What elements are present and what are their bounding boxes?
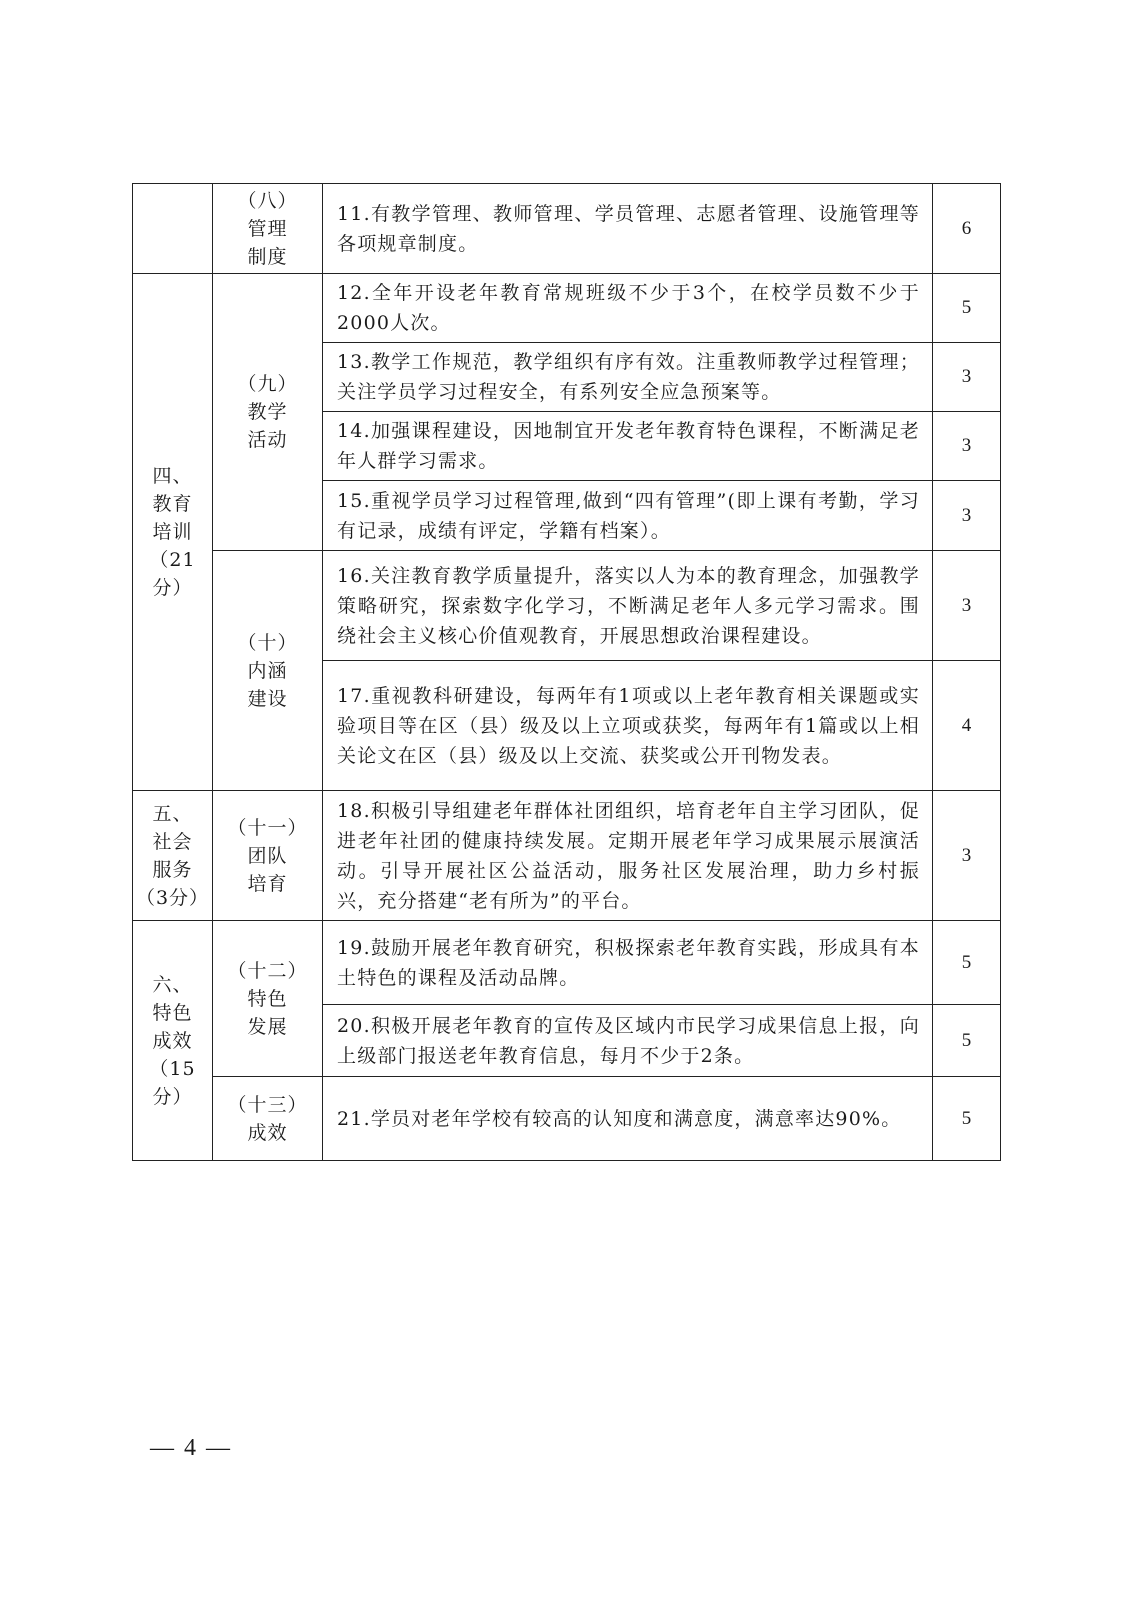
category-cell [133, 921, 213, 1161]
criterion-text: 12.全年开设老年教育常规班级不少于3个，在校学员数不少于2000人次。 [323, 274, 933, 343]
criterion-text: 17.重视教科研建设，每两年有1项或以上老年教育相关课题或实验项目等在区（县）级及以上立项或获奖，每两年有1篇或以上相关论文在区（县）级及以上交流、获奖或公开刊物发表。 [323, 661, 933, 791]
category-line: 培训 [152, 521, 193, 543]
subcategory-line: 活动 [247, 429, 288, 451]
score-cell: 5 [933, 921, 1001, 1005]
subcategory-line: （十） [237, 631, 298, 654]
category-line: （3分） [135, 886, 210, 909]
subcategory-line: （十三） [227, 1093, 308, 1116]
table-row [133, 1077, 1001, 1161]
category-line: 社会 [152, 830, 193, 853]
subcategory-line: 管理 [247, 217, 288, 240]
subcategory-line: 制度 [247, 245, 288, 268]
category-line: 成效 [152, 1029, 193, 1052]
criterion-text: 13.教学工作规范，教学组织有序有效。注重教师教学过程管理；关注学员学习过程安全，有系列安全应急预案等。 [323, 343, 933, 412]
table-row [133, 551, 1001, 661]
category-line: 服务 [152, 858, 193, 881]
table-row [133, 921, 1001, 1005]
score-cell: 5 [933, 1005, 1001, 1077]
subcategory-cell [213, 791, 323, 921]
criterion-text: 11.有教学管理、教师管理、学员管理、志愿者管理、设施管理等各项规章制度。 [323, 184, 933, 274]
subcategory-line: 内涵 [247, 659, 288, 682]
score-cell: 5 [933, 274, 1001, 343]
criterion-text: 14.加强课程建设，因地制宜开发老年教育特色课程，不断满足老年人群学习需求。 [323, 412, 933, 481]
table-row [133, 791, 1001, 921]
category-line: 教育 [152, 493, 193, 515]
score-cell: 4 [933, 661, 1001, 791]
criterion-text: 19.鼓励开展老年教育研究，积极探索老年教育实践，形成具有本土特色的课程及活动品牌。 [323, 921, 933, 1005]
subcategory-line: 培育 [247, 872, 288, 895]
table-row [133, 274, 1001, 343]
table-body [133, 184, 1001, 1161]
category-cell [133, 791, 213, 921]
subcategory-cell [213, 274, 323, 551]
score-cell: 3 [933, 343, 1001, 412]
page-number: — 4 — [150, 1435, 232, 1461]
subcategory-line: 团队 [247, 844, 288, 867]
criterion-text: 15.重视学员学习过程管理,做到“四有管理”(即上课有考勤，学习有记录，成绩有评定，学籍有档案）。 [323, 481, 933, 551]
table-row [133, 184, 1001, 274]
score-cell: 3 [933, 791, 1001, 921]
category-line: 分） [152, 577, 193, 599]
subcategory-line: （八） [237, 189, 298, 212]
subcategory-line: （九） [237, 373, 298, 395]
score-cell: 3 [933, 481, 1001, 551]
category-line: 特色 [152, 1001, 193, 1024]
subcategory-cell [213, 921, 323, 1077]
evaluation-table [132, 183, 1001, 1161]
subcategory-line: 发展 [247, 1015, 288, 1038]
category-line: 四、 [152, 465, 193, 487]
subcategory-line: （十一） [227, 816, 308, 839]
category-cell [133, 184, 213, 274]
score-cell: 6 [933, 184, 1001, 274]
subcategory-cell [213, 551, 323, 791]
score-cell: 5 [933, 1077, 1001, 1161]
subcategory-line: 特色 [247, 987, 288, 1010]
category-line: （15 [149, 1057, 196, 1080]
subcategory-cell [213, 1077, 323, 1161]
score-cell: 3 [933, 412, 1001, 481]
subcategory-line: （十二） [227, 959, 308, 982]
score-cell: 3 [933, 551, 1001, 661]
criterion-text: 21.学员对老年学校有较高的认知度和满意度，满意率达90%。 [323, 1077, 933, 1161]
criterion-text: 18.积极引导组建老年群体社团组织，培育老年自主学习团队，促进老年社团的健康持续发展。定期开展老年学习成果展示展演活动。引导开展社区公益活动，服务社区发展治理，助力乡村振兴，充分搭建“老有所为”的平台。 [323, 791, 933, 921]
category-line: 五、 [152, 802, 193, 825]
subcategory-line: 建设 [247, 687, 288, 710]
criterion-text: 16.关注教育教学质量提升，落实以人为本的教育理念，加强教学策略研究，探索数字化学习，不断满足老年人多元学习需求。围绕社会主义核心价值观教育，开展思想政治课程建设。 [323, 551, 933, 661]
subcategory-line: 成效 [247, 1121, 288, 1144]
criterion-text: 20.积极开展老年教育的宣传及区域内市民学习成果信息上报，向上级部门报送老年教育信息，每月不少于2条。 [323, 1005, 933, 1077]
subcategory-line: 教学 [247, 401, 288, 423]
category-line: 分） [152, 1085, 193, 1108]
category-line: 六、 [152, 973, 193, 996]
subcategory-cell [213, 184, 323, 274]
category-line: （21 [149, 549, 196, 571]
category-cell [133, 274, 213, 791]
